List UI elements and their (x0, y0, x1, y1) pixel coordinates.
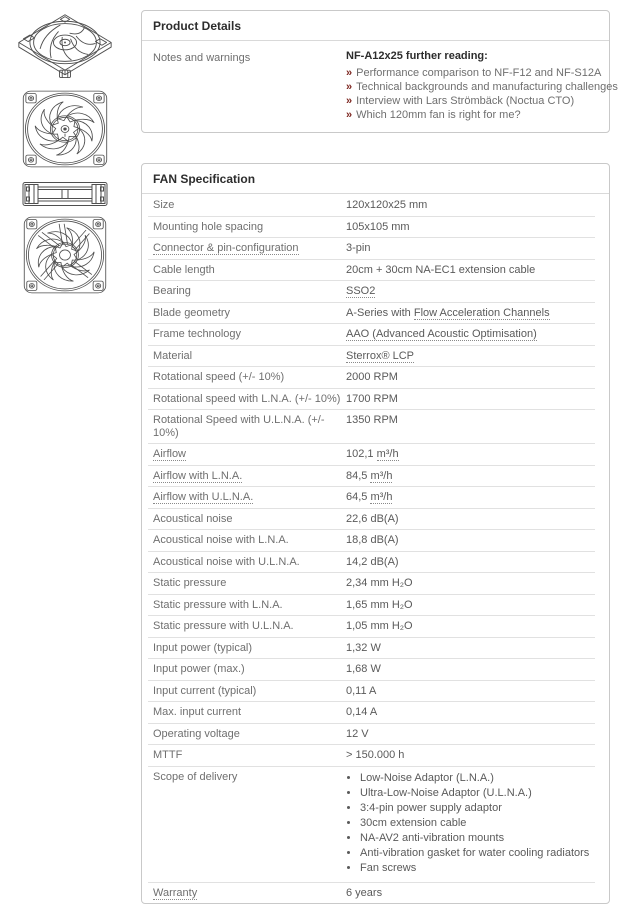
text-segment: 64,5 (346, 491, 371, 503)
text-segment: Bearing (153, 285, 191, 297)
table-row (148, 573, 595, 595)
text-segment: 20cm + 30cm NA-EC1 extension cable (346, 263, 536, 276)
spec-value (346, 491, 396, 504)
table-row (148, 389, 595, 411)
spec-value (346, 620, 417, 633)
table-row (148, 410, 595, 444)
text-segment: Input current (typical) (153, 684, 257, 697)
product-thumbnail-side[interactable] (22, 181, 108, 207)
text-segment: Scope of delivery (153, 770, 238, 783)
spec-value (346, 470, 396, 483)
product-image-sidebar (0, 0, 140, 843)
further-reading-links (346, 66, 618, 122)
spec-value (346, 749, 408, 762)
spec-value (346, 414, 402, 439)
spec-label (148, 706, 346, 719)
text-segment: 0,14 A (346, 706, 378, 718)
text-segment: Frame technology (153, 328, 242, 340)
text-segment: 18,8 dB(A) (346, 534, 399, 546)
table-row (148, 195, 595, 217)
table-row (148, 303, 595, 325)
tooltip-term[interactable]: Airflow with U.L.N.A. (153, 491, 254, 503)
text-segment: Rotational speed (+/- 10%) (153, 371, 285, 383)
spec-value (346, 285, 379, 298)
double-chevron-icon: » (346, 81, 353, 93)
spec-label (148, 642, 346, 655)
further-reading-link[interactable]: Which 120mm fan is right for me? (356, 109, 521, 121)
text-segment: Static pressure with U.L.N.A. (153, 620, 294, 632)
text-segment: 105x105 mm (346, 220, 410, 233)
main-content (141, 0, 618, 911)
tooltip-term[interactable]: Warranty (153, 886, 198, 899)
table-row (148, 659, 595, 681)
spec-value (346, 242, 374, 255)
text-segment: 22,6 dB(A) (346, 512, 399, 525)
fan-isometric-view-image (14, 12, 116, 84)
table-row (148, 281, 595, 303)
further-reading-link[interactable]: Interview with Lars Strömbäck (Noctua CTO) (356, 95, 575, 107)
text-segment: Size (153, 199, 175, 211)
tooltip-term[interactable]: m³/h (370, 491, 393, 503)
spec-label (148, 513, 346, 526)
spec-value (346, 556, 403, 569)
tooltip-term[interactable]: m³/h (376, 448, 399, 460)
tooltip-term[interactable]: Flow Acceleration Channels (413, 306, 550, 319)
spec-label (148, 534, 346, 547)
double-chevron-icon: » (346, 109, 353, 121)
spec-label (148, 264, 346, 277)
table-row (148, 681, 595, 703)
text-segment: 14,2 dB(A) (346, 555, 399, 568)
spec-value (346, 307, 554, 320)
table-row (148, 466, 595, 488)
tooltip-term[interactable]: Airflow (153, 448, 187, 460)
spec-label (148, 448, 346, 461)
spec-label (148, 350, 346, 363)
table-row (148, 324, 595, 346)
spec-label (148, 285, 346, 298)
further-reading-link-row (346, 66, 618, 80)
spec-value (346, 642, 385, 655)
text-segment: Mounting hole spacing (153, 220, 264, 233)
product-thumbnail-back[interactable] (23, 216, 107, 294)
further-reading-link[interactable]: Technical backgrounds and manufacturing challenges (356, 81, 618, 93)
text-segment: 1,32 W (346, 641, 381, 654)
spec-label (148, 393, 346, 406)
text-segment: Max. input current (153, 706, 242, 718)
spec-label (148, 685, 346, 698)
spec-value (346, 599, 417, 612)
product-details-title: Product Details (142, 11, 609, 41)
spec-label (148, 728, 346, 741)
text-segment: 1,68 W (346, 663, 381, 675)
spec-value (346, 393, 402, 406)
text-segment: Acoustical noise (153, 512, 233, 525)
list-item: • Anti-vibration gasket for water cooling radiators (360, 847, 589, 861)
table-row (148, 346, 595, 368)
table-row (148, 767, 595, 883)
tooltip-term[interactable]: Sterrox® LCP (346, 349, 415, 362)
text-segment: Input power (max.) (153, 663, 245, 675)
further-reading-link[interactable]: Performance comparison to NF-F12 and NF-S12A (356, 67, 602, 79)
spec-label (148, 371, 346, 384)
spec-value (346, 728, 373, 741)
text-segment: 6 years (346, 886, 383, 899)
text-segment: 2000 RPM (346, 371, 398, 383)
spec-label (148, 663, 346, 676)
spec-value (346, 371, 402, 384)
text-segment: 84,5 (346, 469, 371, 482)
table-row (148, 745, 595, 767)
product-details-panel (141, 10, 618, 133)
table-row (148, 509, 595, 531)
list-item: • Fan screws (360, 862, 589, 876)
text-segment: Input power (typical) (153, 641, 253, 654)
spec-value (346, 771, 593, 878)
text-segment: Acoustical noise with U.L.N.A. (153, 555, 300, 568)
spec-value (346, 534, 403, 547)
text-segment: 120x120x25 mm (346, 199, 428, 211)
product-thumbnail-front[interactable] (22, 90, 108, 168)
fan-side-view-image (22, 181, 108, 207)
text-segment: Material (153, 349, 193, 362)
tooltip-term[interactable]: m³/h (370, 469, 393, 482)
spec-label (148, 242, 346, 255)
spec-value (346, 577, 417, 590)
text-segment: Acoustical noise with L.N.A. (153, 534, 289, 546)
notes-and-warnings-value (346, 50, 618, 122)
further-reading-link-row (346, 94, 618, 108)
list-item: • 30cm extension cable (360, 817, 589, 831)
table-row (148, 552, 595, 574)
text-segment: 1350 RPM (346, 414, 398, 426)
spec-value (346, 350, 418, 363)
spec-label (148, 887, 346, 900)
text-segment: Rotational speed with L.N.A. (+/- 10%) (153, 392, 341, 405)
text-segment: 12 V (346, 727, 369, 740)
text-segment: Rotational Speed with U.L.N.A. (+/- 10%) (153, 414, 325, 439)
table-row (148, 530, 595, 552)
text-segment: > 150.000 h (346, 749, 405, 761)
tooltip-term[interactable]: AAO (Advanced Acoustic Optimisation) (346, 328, 537, 340)
spec-value (346, 513, 403, 526)
spec-label (148, 414, 346, 439)
text-segment: 1700 RPM (346, 392, 398, 405)
product-thumbnail-isometric[interactable] (14, 12, 116, 84)
text-segment: 102,1 (346, 448, 377, 460)
tooltip-term[interactable]: SSO2 (346, 285, 376, 297)
spec-value (346, 706, 381, 719)
spec-label (148, 307, 346, 320)
table-row (148, 444, 595, 466)
spec-label (148, 599, 346, 612)
text-segment: MTTF (153, 749, 183, 761)
list-item: • Low-Noise Adaptor (L.N.A.) (360, 772, 589, 786)
notes-and-warnings-label: Notes and warnings (153, 52, 251, 64)
list-item: • Ultra-Low-Noise Adaptor (U.L.N.A.) (360, 787, 589, 801)
further-reading-link-row (346, 80, 618, 94)
text-segment: Static pressure with L.N.A. (153, 598, 283, 611)
notes-and-warnings-row (142, 41, 618, 132)
table-row (148, 260, 595, 282)
text-segment: 1,65 mm H₂O (346, 598, 413, 611)
table-row (148, 367, 595, 389)
spec-label (148, 328, 346, 341)
spec-label (148, 620, 346, 633)
spec-label (148, 771, 346, 878)
spec-value (346, 199, 431, 212)
spec-value (346, 685, 380, 698)
text-segment: 0,11 A (346, 684, 377, 697)
fan-specification-panel (141, 163, 610, 904)
spec-label (148, 749, 346, 762)
spec-label (148, 470, 346, 483)
further-reading-link-row (346, 108, 618, 122)
list-item: • 3:4-pin power supply adaptor (360, 802, 589, 816)
spec-value (346, 448, 403, 461)
spec-value (346, 328, 541, 341)
spec-value (346, 221, 414, 234)
tooltip-term[interactable]: Airflow with L.N.A. (153, 469, 243, 482)
text-segment: Static pressure (153, 577, 227, 589)
tooltip-term[interactable]: Connector & pin-configuration (153, 242, 299, 254)
spec-label (148, 577, 346, 590)
double-chevron-icon: » (346, 67, 353, 79)
text-segment: 1,05 mm H₂O (346, 620, 413, 632)
list-item: • NA-AV2 anti-vibration mounts (360, 832, 589, 846)
spec-value (346, 663, 385, 676)
table-row (148, 702, 595, 724)
table-row (148, 638, 595, 660)
text-segment: 3-pin (346, 242, 371, 254)
text-segment: Operating voltage (153, 727, 240, 740)
text-segment: Blade geometry (153, 306, 231, 319)
double-chevron-icon: » (346, 95, 353, 107)
spec-label (148, 556, 346, 569)
spec-label (148, 221, 346, 234)
spec-value (346, 264, 539, 277)
fan-front-view-image (22, 90, 108, 168)
table-row (148, 238, 595, 260)
spec-table (142, 194, 609, 903)
table-row (148, 616, 595, 638)
text-segment: A-Series with (346, 306, 414, 319)
fan-back-view-image (23, 216, 107, 294)
table-row (148, 883, 595, 904)
table-row (148, 217, 595, 239)
text-segment: 2,34 mm H₂O (346, 577, 413, 589)
table-row (148, 487, 595, 509)
scope-of-delivery-list (360, 772, 589, 876)
spec-label (148, 199, 346, 212)
text-segment: Cable length (153, 263, 215, 276)
spec-label (148, 491, 346, 504)
table-row (148, 724, 595, 746)
table-row (148, 595, 595, 617)
spec-value (346, 887, 386, 900)
further-reading-title: NF-A12x25 further reading: (346, 50, 488, 62)
fan-specification-title: FAN Specification (142, 164, 609, 194)
